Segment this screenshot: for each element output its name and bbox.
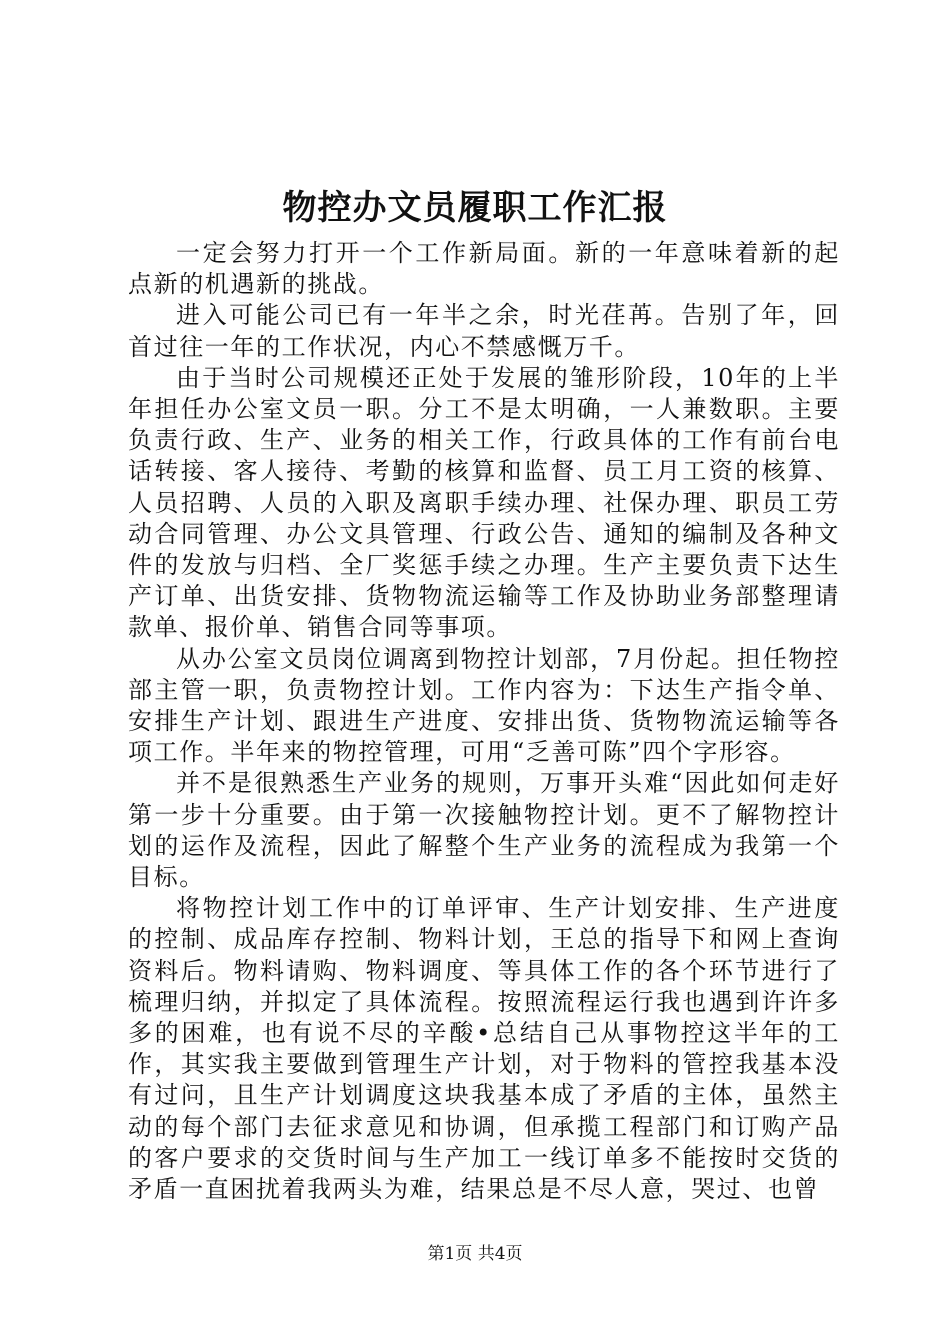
paragraph: 从办公室文员岗位调离到物控计划部，7月份起。担任物控部主管一职，负责物控计划。工作内容为：下达生产指令单、安排生产计划、跟进生产进度、安排出货、货物物流运输等各项工作。半年来的物控管理，可用“乏善可陈”四个字形容。 (128, 644, 840, 767)
paragraph: 由于当时公司规模还正处于发展的雏形阶段，10年的上半年担任办公室文员一职。分工不是太明确，一人兼数职。主要负责行政、生产、业务的相关工作，行政具体的工作有前台电话转接、客人接待、考勤的核算和监督、员工月工资的核算、人员招聘、人员的入职及离职手续办理、社保办理、职员工劳动合同管理、办公文具管理、行政公告、通知的编制及各种文件的发放与归档、全厂奖惩手续之办理。生产主要负责下达生产订单、出货安排、货物物流运输等工作及协助业务部整理请款单、报价单、销售合同等事项。 (128, 363, 840, 642)
paragraph: 并不是很熟悉生产业务的规则，万事开头难“因此如何走好第一步十分重要。由于第一次接触物控计划。更不了解物控计划的运作及流程，因此了解整个生产业务的流程成为我第一个目标。 (128, 769, 840, 892)
page-number-footer: 第1页 共4页 (427, 1244, 523, 1264)
document-title: 物控办文员履职工作汇报 (282, 188, 668, 228)
document-body (128, 238, 840, 1205)
paragraph: 一定会努力打开一个工作新局面。新的一年意味着新的起点新的机遇新的挑战。 (128, 239, 840, 299)
paragraph: 将物控计划工作中的订单评审、生产计划安排、生产进度的控制、成品库存控制、物料计划，王总的指导下和网上查询资料后。物料请购、物料调度、等具体工作的各个环节进行了梳理归纳，并拟定了具体流程。按照流程运行我也遇到许许多多的困难，也有说不尽的辛酸•总结自己从事物控这半年的工作，其实我主要做到管理生产计划，对于物料的管控我基本没有过问，且生产计划调度这块我基本成了矛盾的主体，虽然主动的每个部门去征求意见和协调，但承揽工程部门和订购产品的客户要求的交货时间与生产加工一线订单多不能按时交货的矛盾一直困扰着我两头为难，结果总是不尽人意，哭过、也曾 (128, 894, 840, 1204)
paragraph: 进入可能公司已有一年半之余，时光荏苒。告别了年，回首过往一年的工作状况，内心不禁感慨万千。 (128, 301, 840, 361)
